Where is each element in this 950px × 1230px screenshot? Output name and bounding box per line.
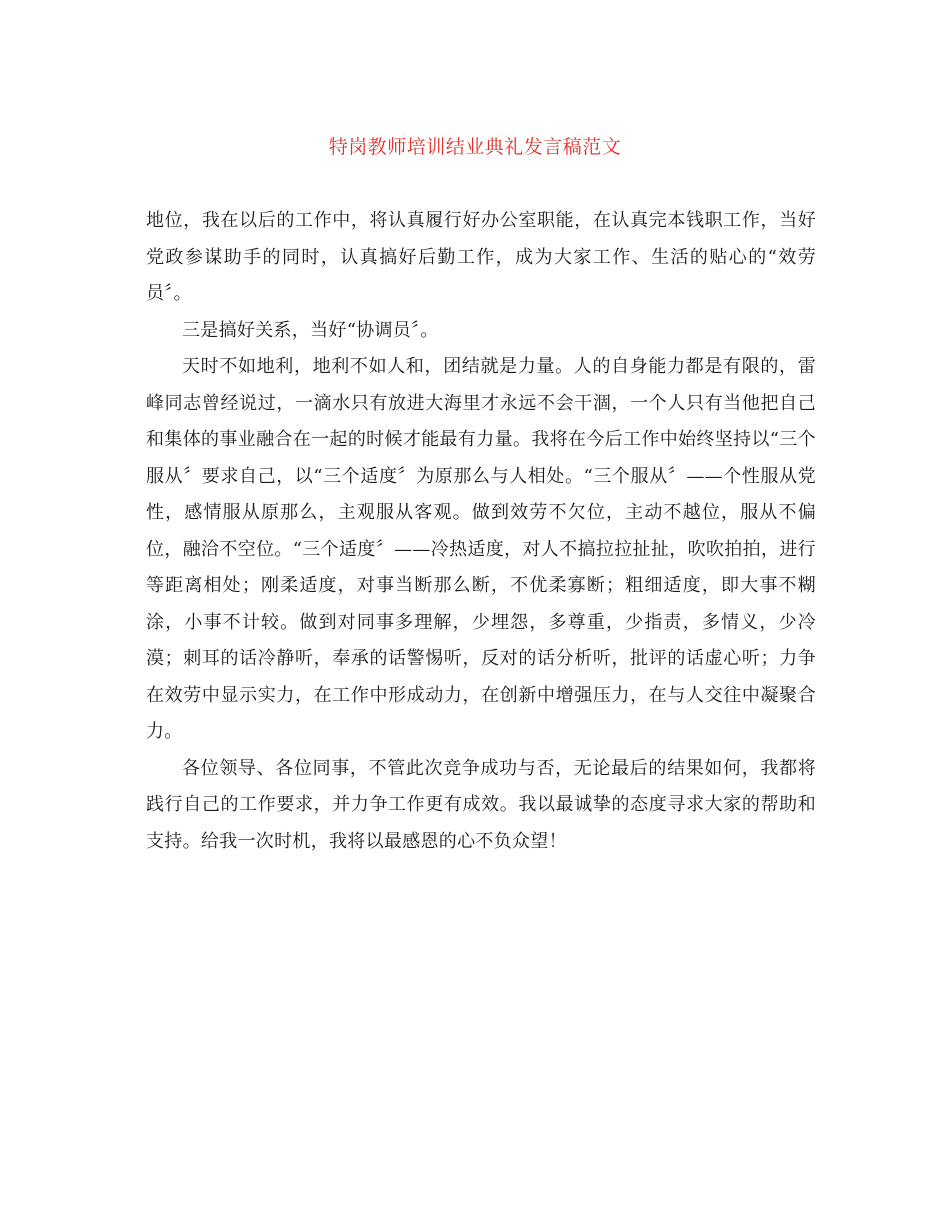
document-body xyxy=(146,203,816,860)
paragraph-1: 地位，我在以后的工作中，将认真履行好办公室职能，在认真完本钱职工作，当好党政参谋助手的同时，认真搞好后勤工作，成为大家工作、生活的贴心的“效劳员〞。 xyxy=(146,210,816,304)
document-title: 特岗教师培训结业典礼发言稿范文 xyxy=(328,136,622,158)
paragraph-4: 各位领导、各位同事，不管此次竞争成功与否，无论最后的结果如何，我都将践行自己的工作要求，并力争工作更有成效。我以最诚挚的态度寻求大家的帮助和支持。给我一次时机，我将以最感恩的心不负众望！ xyxy=(146,757,816,852)
paragraph-2: 三是搞好关系，当好“协调员〞。 xyxy=(182,319,439,341)
paragraph-3: 天时不如地利，地利不如人和，团结就是力量。人的自身能力都是有限的，雷峰同志曾经说过，一滴水只有放进大海里才永远不会干涸，一个人只有当他把自己和集体的事业融合在一起的时候才能最有力量。我将在今后工作中始终坚持以“三个服从〞要求自己，以“三个适度〞为原那么与人相处。“三个服从〞——个性服从党性，感情服从原那么，主观服从客观。做到效劳不欠位，主动不越位，服从不偏位，融洽不空位。“三个适度〞——冷热适度，对人不搞拉拉扯扯，吹吹拍拍，进行等距离相处；刚柔适度，对事当断那么断，不优柔寡断；粗细适度，即大事不糊涂，小事不计较。做到对同事多理解，少埋怨，多尊重，少指责，多情义，少冷漠；刺耳的话冷静听，奉承的话警惕听，反对的话分析听，批评的话虚心听；力争在效劳中显示实力，在工作中形成动力，在创新中增强压力，在与人交往中凝聚合力。 xyxy=(146,356,816,742)
